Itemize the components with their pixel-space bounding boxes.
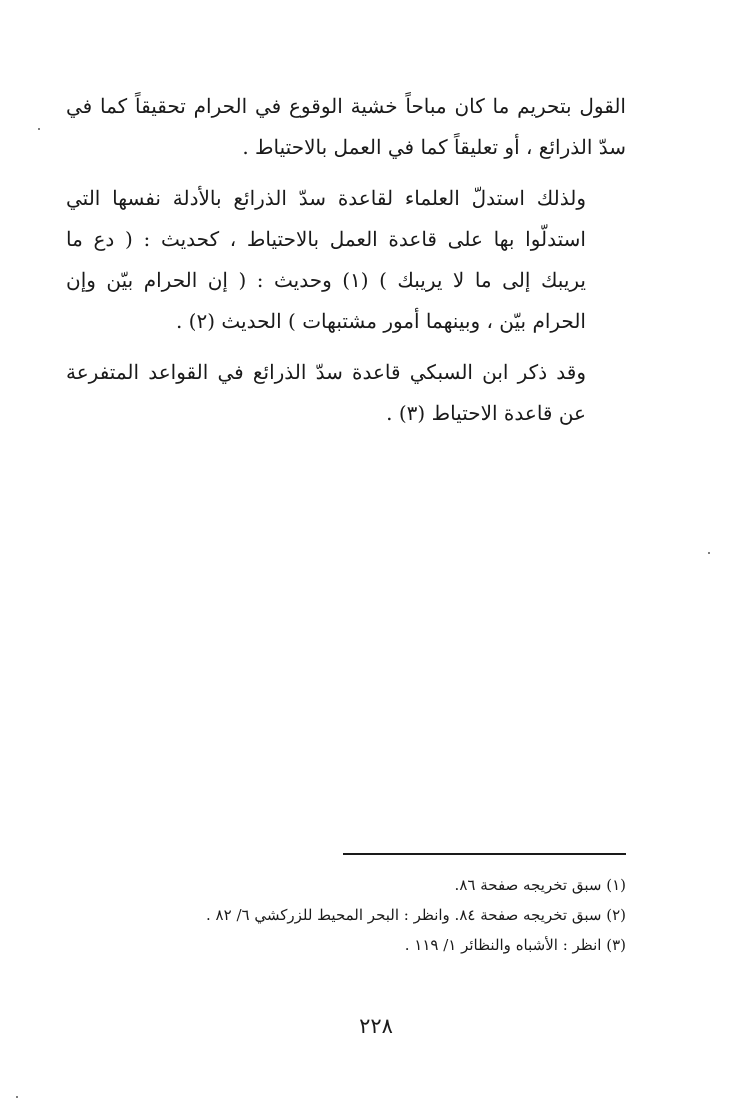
footnote-1: (١) سبق تخريجه صفحة ٨٦. [454, 876, 626, 894]
footnotes-block [120, 870, 626, 960]
paragraph-2: ولذلك استدلّ العلماء لقاعدة سدّ الذرائع بالأدلة نفسها التي استدلّوا بها على قاعدة العمل بالاحتياط ، كحديث : ( دع ما يريبك إلى ما لا يريبك ) (١) وحديث : ( إن الحرام بيّن وإن الحرام بيّن ، وبينهما أمور مشتبهات ) الحديث (٢) . [66, 186, 586, 333]
footnote-3: (٣) انظر : الأشباه والنظائر ١/ ١١٩ . [404, 936, 626, 954]
scan-speck [38, 128, 40, 130]
footnote-separator-rule [343, 853, 626, 855]
footnote-2: (٢) سبق تخريجه صفحة ٨٤. وانظر : البحر المحيط للزركشي ٦/ ٨٢ . [206, 906, 626, 924]
scan-speck [708, 552, 710, 554]
scan-speck [16, 1096, 18, 1098]
main-text-block [66, 86, 626, 434]
paragraph-1: القول بتحريم ما كان مباحاً خشية الوقوع في الحرام تحقيقاً كما في سدّ الذرائع ، أو تعليقاً كما في العمل بالاحتياط . [66, 94, 626, 159]
page-number: ٢٢٨ [359, 1014, 393, 1038]
paragraph-3: وقد ذكر ابن السبكي قاعدة سدّ الذرائع في القواعد المتفرعة عن قاعدة الاحتياط (٣) . [66, 360, 586, 425]
